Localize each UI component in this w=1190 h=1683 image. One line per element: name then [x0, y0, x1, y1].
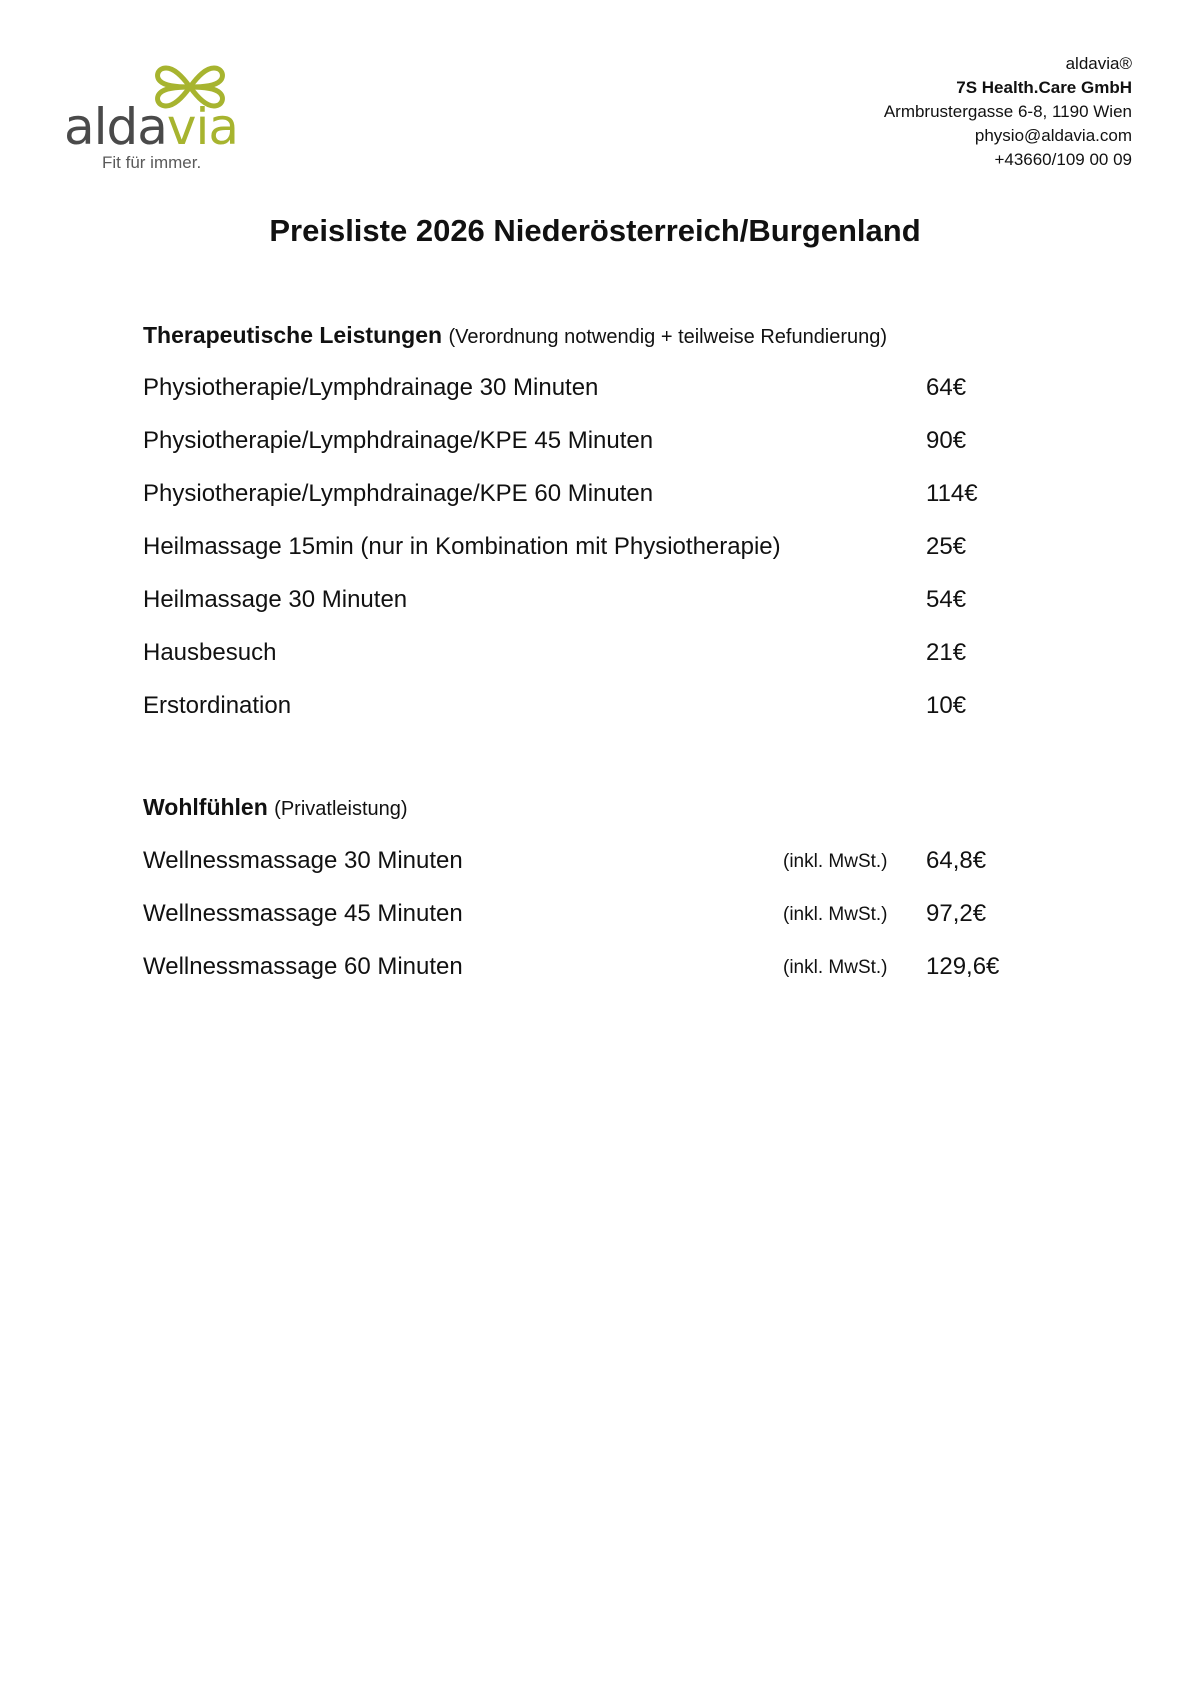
- section-heading-therapeutic: Therapeutische Leistungen (Verordnung notwendig + teilweise Refundierung): [143, 322, 888, 348]
- service-label: Heilmassage 30 Minuten: [143, 586, 408, 613]
- service-price: 25€: [926, 533, 967, 560]
- contact-address: Armbrustergasse 6-8, 1190 Wien: [883, 102, 1132, 121]
- price-row: [143, 480, 1023, 514]
- service-label: Hausbesuch: [143, 639, 277, 666]
- service-price: 54€: [926, 586, 967, 613]
- contact-block: [884, 52, 1132, 172]
- price-row: [143, 586, 1023, 620]
- price-row: [143, 374, 1023, 408]
- price-row: [143, 427, 1023, 461]
- service-price: 97,2€: [926, 900, 987, 927]
- page-title: Preisliste 2026 Niederösterreich/Burgenland: [269, 213, 921, 248]
- vat-note: (inkl. MwSt.): [783, 957, 888, 978]
- service-label: Heilmassage 15min (nur in Kombination mit Physiotherapie): [143, 533, 781, 560]
- logo-wordmark: aldavia: [64, 98, 239, 156]
- service-price: 90€: [926, 427, 967, 454]
- service-price: 64,8€: [926, 847, 987, 874]
- price-row: [143, 639, 1023, 673]
- service-price: 21€: [926, 639, 967, 666]
- service-price: 114€: [926, 480, 978, 507]
- contact-email: physio@aldavia.com: [974, 126, 1132, 145]
- vat-note: (inkl. MwSt.): [783, 904, 888, 925]
- contact-phone: +43660/109 00 09: [994, 150, 1132, 169]
- company-logo: [64, 56, 244, 176]
- service-label: Physiotherapie/Lymphdrainage/KPE 45 Minuten: [143, 427, 654, 454]
- service-label: Physiotherapie/Lymphdrainage 30 Minuten: [143, 374, 599, 401]
- service-label: Wellnessmassage 30 Minuten: [143, 847, 463, 874]
- service-price: 10€: [926, 692, 967, 719]
- price-row: [143, 900, 1023, 934]
- price-row: [143, 847, 1023, 881]
- vat-note: (inkl. MwSt.): [783, 851, 888, 872]
- service-price: 64€: [926, 374, 967, 401]
- service-price: 129,6€: [926, 953, 1000, 980]
- service-label: Wellnessmassage 45 Minuten: [143, 900, 463, 927]
- contact-brand: aldavia®: [1065, 54, 1132, 73]
- contact-company: 7S Health.Care GmbH: [956, 78, 1132, 97]
- price-row: [143, 692, 1023, 726]
- logo-tagline: Fit für immer.: [102, 153, 202, 172]
- service-label: Physiotherapie/Lymphdrainage/KPE 60 Minuten: [143, 480, 654, 507]
- section-heading-wellness: Wohlfühlen (Privatleistung): [143, 794, 408, 820]
- price-row: [143, 533, 1023, 567]
- service-label: Wellnessmassage 60 Minuten: [143, 953, 463, 980]
- price-row: [143, 953, 1023, 987]
- service-label: Erstordination: [143, 692, 292, 719]
